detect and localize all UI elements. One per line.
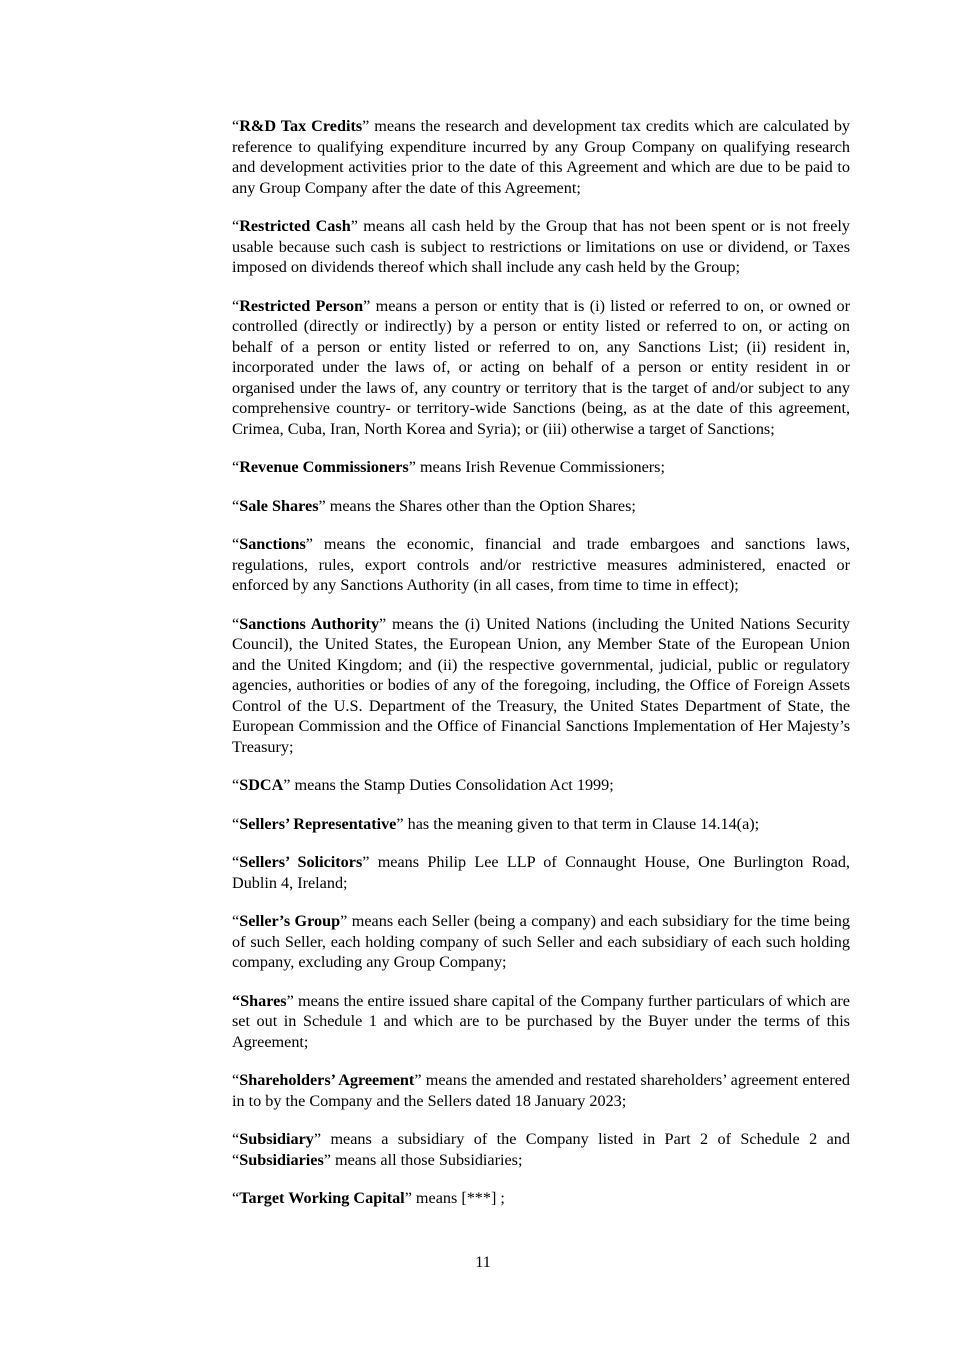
definition-subsidiary: “Subsidiary” means a subsidiary of the Company listed in Part 2 of Schedule 2 and “Subsidiaries” means all those Subsidiaries; bbox=[232, 1130, 850, 1169]
definition-target-working-capital: “Target Working Capital” means [***] ; bbox=[232, 1189, 505, 1207]
definition-sale-shares: “Sale Shares” means the Shares other than the Option Shares; bbox=[232, 496, 636, 515]
defined-term: Sale Shares bbox=[239, 496, 319, 515]
defined-term: Revenue Commissioners bbox=[239, 458, 409, 476]
defined-term: Sanctions Authority bbox=[239, 614, 380, 633]
definition-restricted-person: “Restricted Person” means a person or entity that is (i) listed or referred to on, or owned or controlled (directly or indirectly) by a person or entity listed or referred to on, or acting on behalf of a person or entity listed or referred to on, any Sanctions List; (ii) resident in, incorporated under the laws of, or acting on behalf of a person or entity resident in or organised under the laws of, any country or territory that is the target of and/or subject to any comprehensive country- or territory-wide Sanctions (being, as at the date of this agreement, Crimea, Cuba, Iran, North Korea and Syria); or (iii) otherwise a target of Sanctions; bbox=[232, 296, 850, 438]
defined-term: SDCA bbox=[239, 776, 284, 794]
defined-term: Restricted Cash bbox=[239, 217, 351, 235]
defined-term: Shareholders’ Agreement bbox=[239, 1071, 415, 1089]
definition-sanctions: “Sanctions” means the economic, financial and trade embargoes and sanctions laws, regulations, rules, export controls and/or restrictive measures administered, enacted or enforced by any Sanctions Authority (in all cases, from time to time in effect); bbox=[232, 535, 850, 594]
definition-revenue-commissioners: “Revenue Commissioners” means Irish Revenue Commissioners; bbox=[232, 458, 665, 476]
defined-term: Subsidiaries bbox=[239, 1150, 324, 1169]
defined-term: Subsidiary bbox=[239, 1130, 314, 1148]
defined-term: Restricted Person bbox=[239, 296, 364, 315]
defined-term: R&D Tax Credits bbox=[239, 117, 363, 135]
definition-sdca: “SDCA” means the Stamp Duties Consolidation Act 1999; bbox=[232, 776, 614, 794]
defined-term: Seller’s Group bbox=[239, 912, 341, 930]
definition-sanctions-authority: “Sanctions Authority” means the (i) United Nations (including the United Nations Security Council), the United States, the European Union, any Member State of the European Union and the United Kingdom; and (ii) the respective governmental, judicial, public or regulatory agencies, authorities or bodies of any of the foregoing, including, the Office of Foreign Assets Control of the U.S. Department of the Treasury, the United States Department of State, the European Commission and the Office of Financial Sanctions Implementation of Her Majesty’s Treasury; bbox=[232, 614, 850, 756]
definition-sellers-representative: “Sellers’ Representative” has the meaning given to that term in Clause 14.14(a); bbox=[232, 814, 760, 833]
definition-sellers-solicitors: “Sellers’ Solicitors” means Philip Lee LLP of Connaught House, One Burlington Road, Dublin 4, Ireland; bbox=[232, 853, 850, 892]
definitions-list bbox=[232, 116, 850, 1227]
definition-rd-tax-credits: “R&D Tax Credits” means the research and development tax credits which are calculated by reference to qualifying expenditure incurred by any Group Company on qualifying research and development activities prior to the date of this Agreement and which are due to be paid to any Group Company after the date of this Agreement; bbox=[232, 117, 851, 197]
defined-term: Target Working Capital bbox=[239, 1189, 405, 1207]
definition-sellers-group: “Seller’s Group” means each Seller (being a company) and each subsidiary for the time being of such Seller, each holding company of such Seller and each subsidiary of each such holding company, excluding any Group Company; bbox=[232, 912, 850, 971]
defined-term: Sellers’ Representative bbox=[239, 814, 397, 833]
page-number: 11 bbox=[475, 1253, 491, 1271]
defined-term: Sellers’ Solicitors bbox=[239, 853, 363, 871]
definition-restricted-cash: “Restricted Cash” means all cash held by the Group that has not been spent or is not freely usable because such cash is subject to restrictions or limitations on use or dividend, or Taxes imposed on dividends thereof which shall include any cash held by the Group; bbox=[232, 217, 850, 276]
defined-term: Sanctions bbox=[239, 535, 306, 553]
defined-term: Shares bbox=[240, 991, 287, 1010]
definition-shares: “Shares” means the entire issued share capital of the Company further particulars of which are set out in Schedule 1 and which are to be purchased by the Buyer under the terms of this Agreement; bbox=[232, 991, 850, 1051]
definition-shareholders-agreement: “Shareholders’ Agreement” means the amended and restated shareholders’ agreement entered in to by the Company and the Sellers dated 18 January 2023; bbox=[232, 1071, 850, 1110]
